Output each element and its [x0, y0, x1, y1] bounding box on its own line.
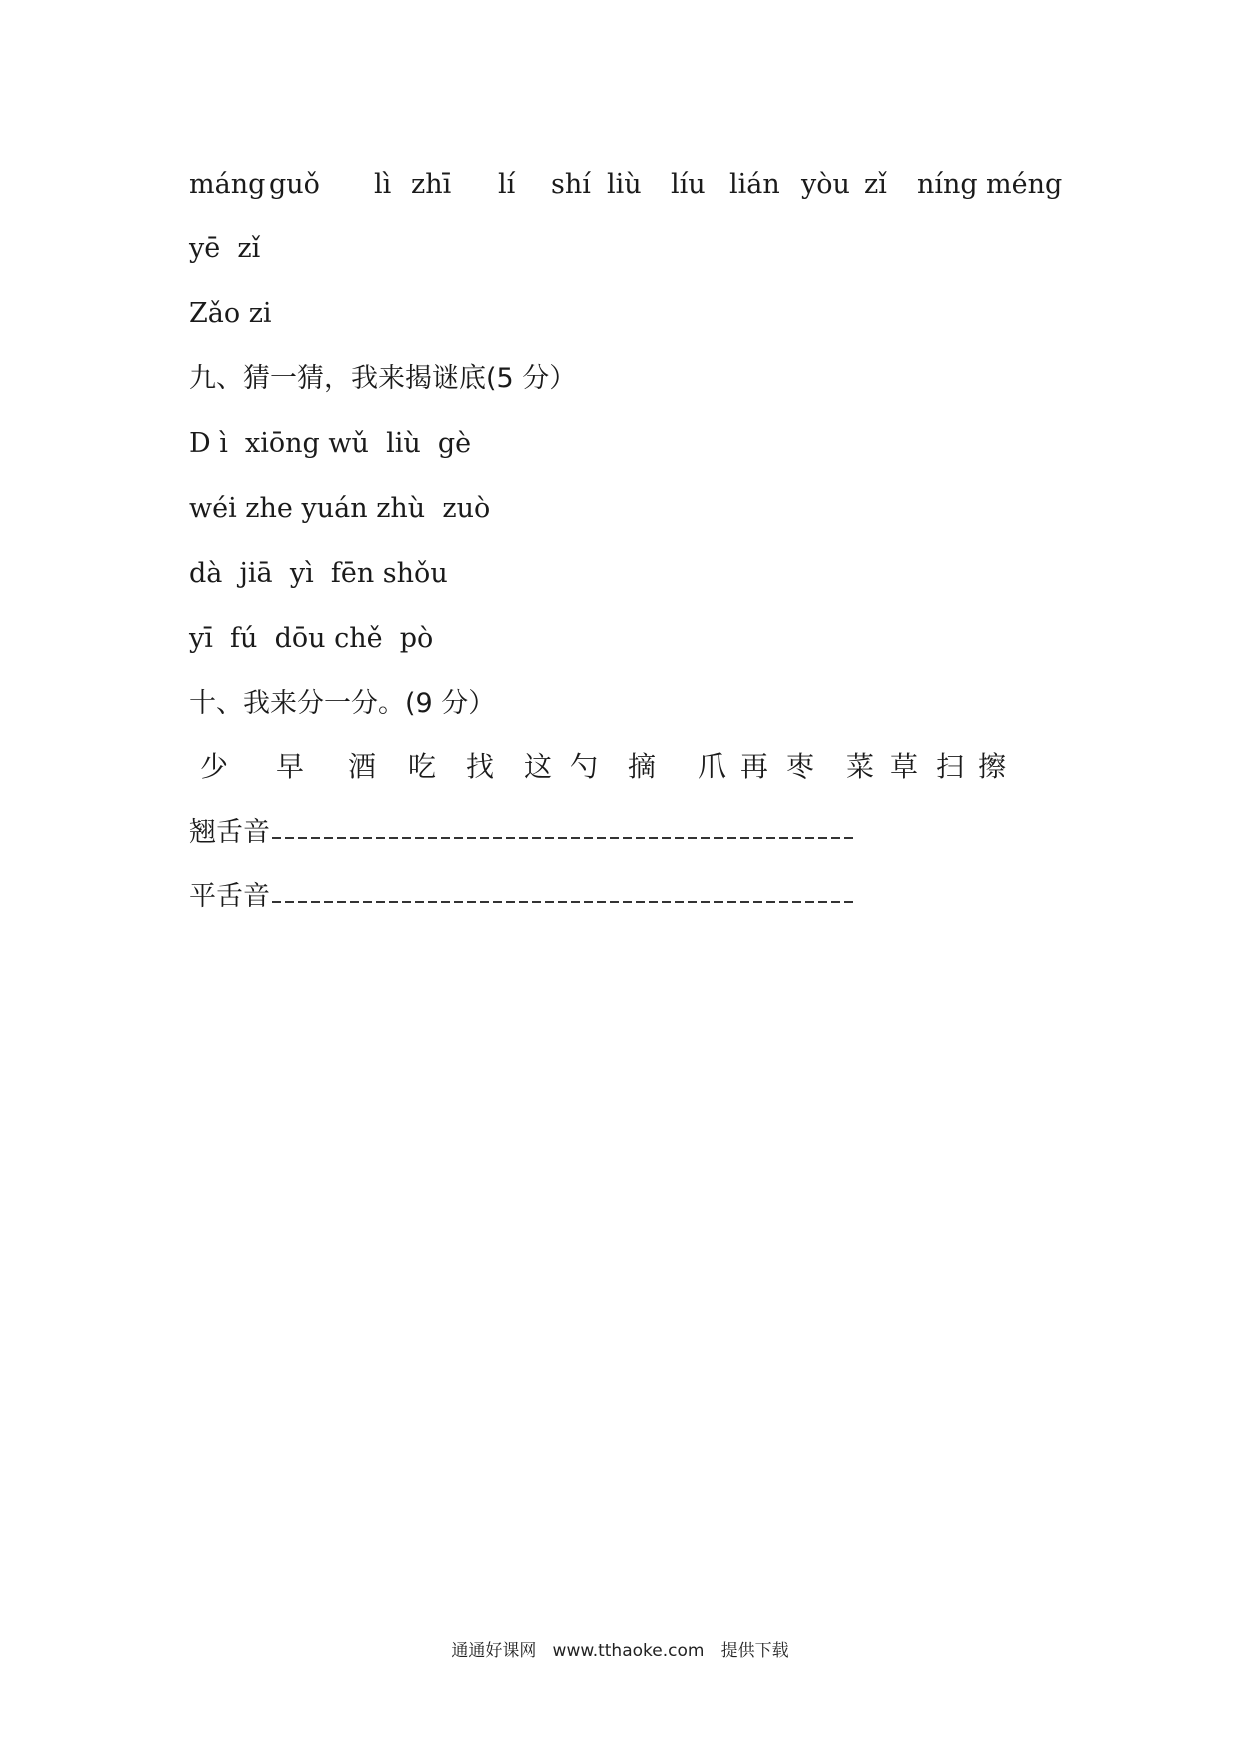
character: 擦	[978, 750, 1007, 783]
character: 早	[276, 750, 305, 783]
character: 摘	[628, 750, 657, 783]
pinyin-word: níng	[917, 169, 978, 200]
character: 再	[740, 750, 769, 783]
pinyin-word: lí	[498, 169, 516, 200]
riddle-line: yī fú dōu chě pò	[189, 623, 434, 654]
flat-answer-row	[189, 880, 854, 914]
pinyin-word: méng	[986, 169, 1063, 200]
flat-answer-line[interactable]	[272, 901, 854, 903]
retroflex-label: 翘舌音	[189, 817, 270, 848]
footer-url[interactable]: www.tthaoke.com	[552, 1641, 705, 1661]
section-9-heading: 九、猜一猜，我来揭谜底(5 分）	[189, 363, 577, 394]
character: 菜	[846, 750, 875, 783]
character: 酒	[348, 750, 377, 783]
pinyin-word: yòu	[801, 169, 850, 200]
footer-site-name: 通通好课网	[451, 1641, 537, 1661]
pinyin-row-coconut: yē zǐ	[189, 233, 261, 264]
character: 爪	[698, 750, 727, 783]
pinyin-word: máng	[189, 169, 266, 200]
footer-suffix: 提供下载	[720, 1641, 789, 1661]
flat-label: 平舌音	[189, 881, 270, 912]
riddle-line: wéi zhe yuán zhù zuò	[189, 493, 491, 524]
character: 枣	[786, 750, 815, 783]
section-10-heading: 十、我来分一分。(9 分）	[189, 688, 496, 719]
pinyin-word: zhī	[411, 169, 452, 200]
page-footer	[0, 1636, 1240, 1661]
pinyin-word: lián	[729, 169, 780, 200]
character: 少	[200, 750, 229, 783]
character: 草	[890, 750, 919, 783]
character: 吃	[408, 750, 437, 783]
character: 找	[466, 750, 495, 783]
character: 勺	[570, 750, 599, 783]
pinyin-word: lì	[374, 169, 392, 200]
retroflex-answer-line[interactable]	[272, 837, 854, 839]
character: 扫	[936, 750, 965, 783]
riddle-line: D ì xiōng wǔ liù gè	[189, 428, 472, 459]
retroflex-answer-row	[189, 816, 854, 850]
character: 这	[524, 750, 553, 783]
pinyin-row-jujube: Zǎo zi	[189, 298, 272, 329]
pinyin-word: shí	[551, 169, 591, 200]
pinyin-word: líu	[671, 169, 706, 200]
riddle-line: dà jiā yì fēn shǒu	[189, 558, 448, 589]
pinyin-word: zǐ	[864, 169, 887, 200]
pinyin-word: guǒ	[269, 169, 320, 200]
pinyin-word: liù	[607, 169, 642, 200]
